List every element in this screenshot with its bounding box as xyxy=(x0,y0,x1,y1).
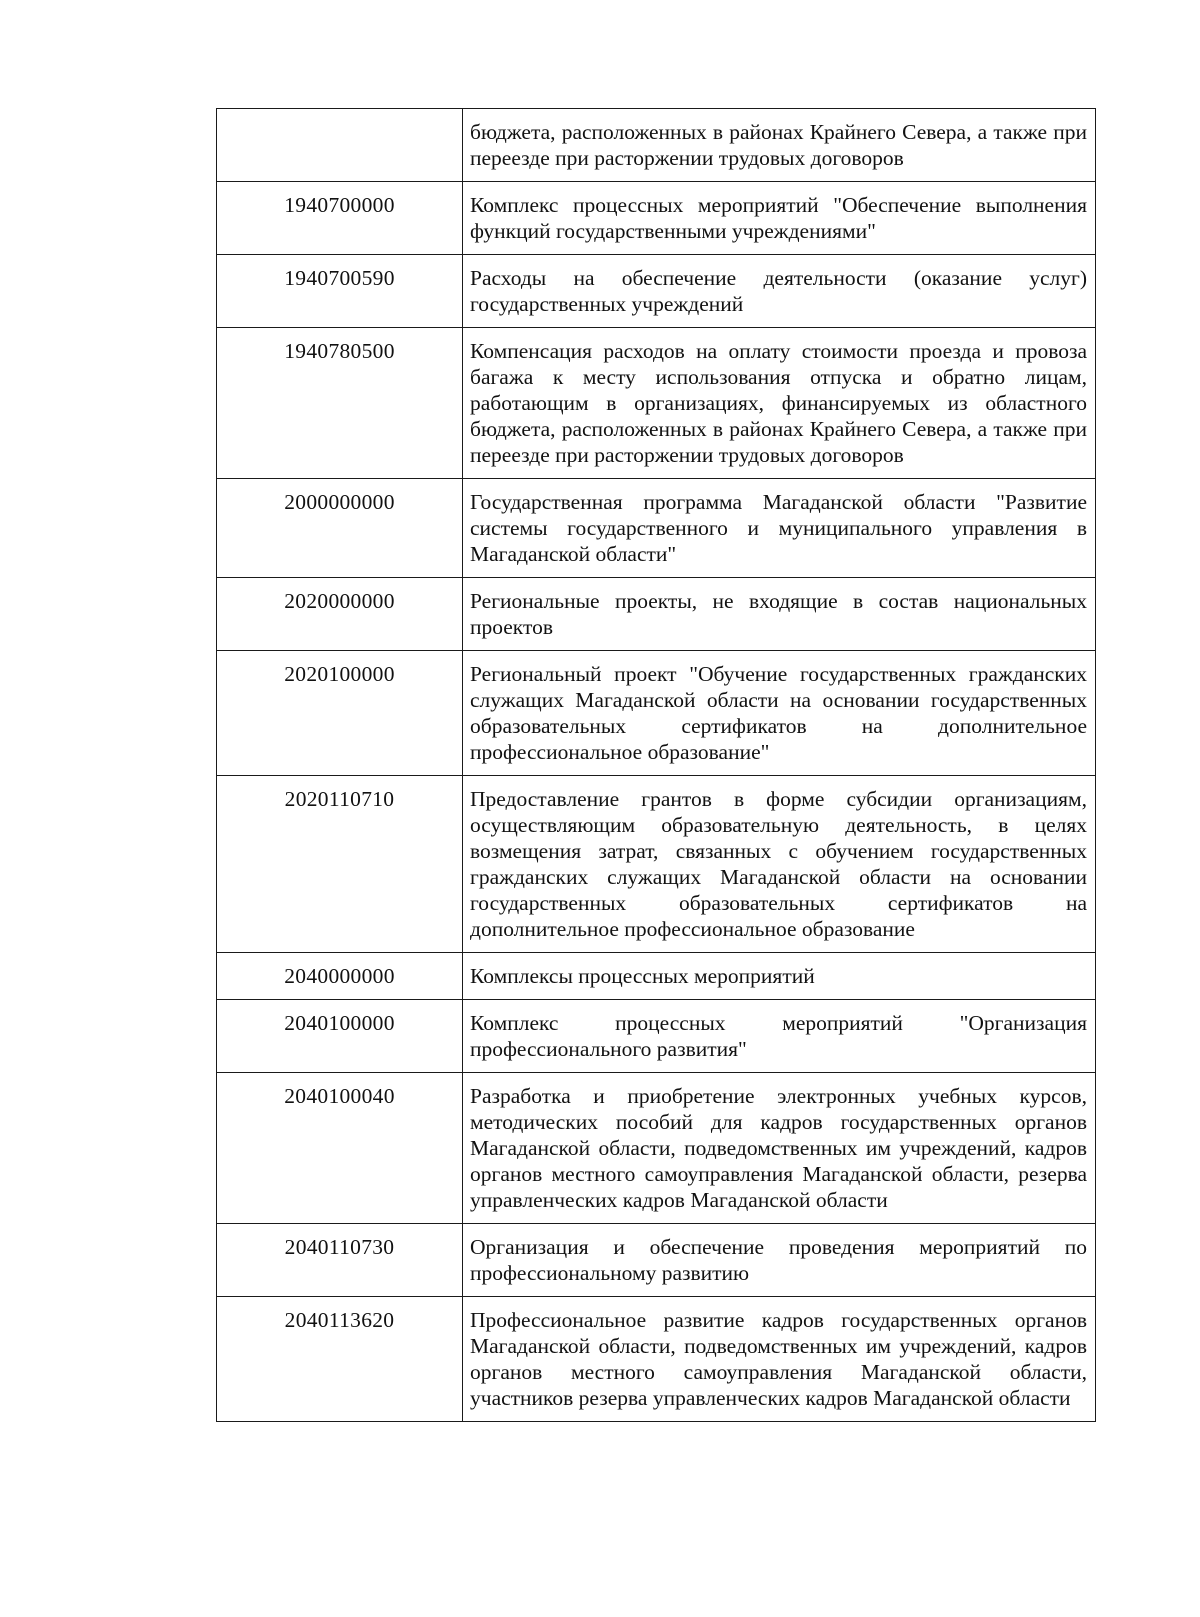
code-cell: 2040100040 xyxy=(217,1073,463,1224)
table-row xyxy=(217,651,1096,776)
table-row xyxy=(217,776,1096,953)
description-cell: Региональный проект "Обучение государственных гражданских служащих Магаданской области на основании государственных образовательных сертификатов на дополнительное профессиональное образование" xyxy=(463,651,1096,776)
description-cell: Профессиональное развитие кадров государственных органов Магаданской области, подведомственных им учреждений, кадров органов местного самоуправления Магаданской области, участников резерва управленческих кадров Магаданской области xyxy=(463,1297,1096,1422)
table-row xyxy=(217,182,1096,255)
table-row xyxy=(217,255,1096,328)
code-cell: 2020110710 xyxy=(217,776,463,953)
description-cell: Расходы на обеспечение деятельности (оказание услуг) государственных учреждений xyxy=(463,255,1096,328)
description-cell: Организация и обеспечение проведения мероприятий по профессиональному развитию xyxy=(463,1224,1096,1297)
code-cell: 2040110730 xyxy=(217,1224,463,1297)
code-cell: 1940700000 xyxy=(217,182,463,255)
code-cell xyxy=(217,109,463,182)
code-cell: 1940700590 xyxy=(217,255,463,328)
table-row xyxy=(217,1224,1096,1297)
description-cell: Региональные проекты, не входящие в состав национальных проектов xyxy=(463,578,1096,651)
code-cell: 2040100000 xyxy=(217,1000,463,1073)
table-row xyxy=(217,109,1096,182)
code-cell: 2000000000 xyxy=(217,479,463,578)
table-row xyxy=(217,328,1096,479)
description-cell: Компенсация расходов на оплату стоимости проезда и провоза багажа к месту использования отпуска и обратно лицам, работающим в организациях, финансируемых из областного бюджета, расположенных в районах Крайнего Севера, а также при переезде при расторжении трудовых договоров xyxy=(463,328,1096,479)
description-cell: Разработка и приобретение электронных учебных курсов, методических пособий для кадров государственных органов Магаданской области, подведомственных им учреждений, кадров органов местного самоуправления Магаданской области, резерва управленческих кадров Магаданской области xyxy=(463,1073,1096,1224)
code-cell: 1940780500 xyxy=(217,328,463,479)
table-row xyxy=(217,479,1096,578)
description-cell: Комплексы процессных мероприятий xyxy=(463,953,1096,1000)
description-cell: Предоставление грантов в форме субсидии организациям, осуществляющим образовательную деятельность, в целях возмещения затрат, связанных с обучением государственных гражданских служащих Магаданской области на основании государственных образовательных сертификатов на дополнительное профессиональное образование xyxy=(463,776,1096,953)
table-row xyxy=(217,578,1096,651)
table-row xyxy=(217,953,1096,1000)
budget-code-table xyxy=(216,108,1096,1422)
description-cell: Государственная программа Магаданской области "Развитие системы государственного и муниципального управления в Магаданской области" xyxy=(463,479,1096,578)
table-row xyxy=(217,1000,1096,1073)
description-cell: Комплекс процессных мероприятий "Обеспечение выполнения функций государственными учреждениями" xyxy=(463,182,1096,255)
code-cell: 2040000000 xyxy=(217,953,463,1000)
description-cell: бюджета, расположенных в районах Крайнего Севера, а также при переезде при расторжении трудовых договоров xyxy=(463,109,1096,182)
code-cell: 2020100000 xyxy=(217,651,463,776)
table-row xyxy=(217,1297,1096,1422)
description-cell: Комплекс процессных мероприятий "Организация профессионального развития" xyxy=(463,1000,1096,1073)
code-cell: 2020000000 xyxy=(217,578,463,651)
code-cell: 2040113620 xyxy=(217,1297,463,1422)
table-row xyxy=(217,1073,1096,1224)
